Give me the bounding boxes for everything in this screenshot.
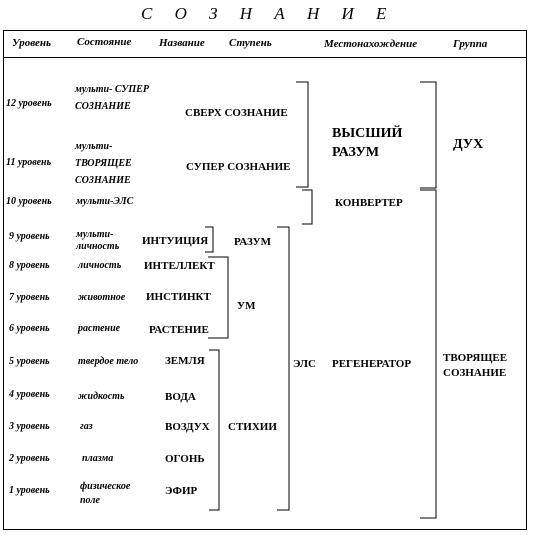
- level-label: 8 уровень: [9, 260, 50, 271]
- location-higher-mind: ВЫСШИЙ РАЗУМ: [332, 126, 403, 160]
- level-label: 9 уровень: [9, 231, 50, 242]
- location-converter: КОНВЕРТЕР: [335, 197, 403, 209]
- group-creating: ТВОРЯЩЕЕ СОЗНАНИЕ: [443, 352, 508, 379]
- bracket-spirit: [420, 82, 436, 188]
- state-label: мульти- ТВОРЯЩЕЕ СОЗНАНИЕ: [75, 141, 132, 186]
- header-location: Местонахождение: [324, 38, 418, 50]
- state-label: личность: [78, 260, 122, 271]
- diagram-title: С О З Н А Н И Е: [141, 4, 396, 23]
- stage-razum: РАЗУМ: [234, 236, 271, 248]
- name-label: СВЕРХ СОЗНАНИЕ: [185, 107, 288, 119]
- bracket-stihii: [209, 350, 219, 510]
- bracket-um: [208, 257, 228, 338]
- name-label: ЗЕМЛЯ: [165, 355, 205, 367]
- name-label: ЭФИР: [165, 485, 198, 497]
- state-label: мульти- личность: [76, 229, 120, 252]
- name-label: СУПЕР СОЗНАНИЕ: [186, 161, 291, 173]
- state-label: растение: [78, 323, 121, 334]
- level-label: 5 уровень: [9, 356, 50, 367]
- level-label: 7 уровень: [9, 292, 50, 303]
- name-label: ИНТЕЛЛЕКТ: [144, 260, 215, 272]
- level-label: 2 уровень: [9, 453, 50, 464]
- name-label: РАСТЕНИЕ: [149, 324, 209, 336]
- stage-els: ЭЛС: [293, 358, 316, 370]
- header-stage: Ступень: [229, 37, 272, 49]
- group-spirit: ДУХ: [453, 137, 484, 152]
- level-label: 12 уровень: [6, 98, 52, 109]
- level-label: 4 уровень: [9, 389, 50, 400]
- header-name: Название: [159, 37, 205, 49]
- header-level: Уровень: [12, 37, 52, 49]
- stage-um: УМ: [237, 300, 256, 312]
- name-label: ИНСТИНКТ: [146, 291, 211, 303]
- level-label: 10 уровень: [6, 196, 52, 207]
- bracket-higher-mind: [296, 82, 308, 187]
- header-group: Группа: [453, 38, 488, 50]
- state-label: плазма: [82, 453, 114, 464]
- name-label: ВОЗДУХ: [165, 421, 210, 433]
- bracket-razum: [205, 227, 213, 252]
- state-label: твердое тело: [78, 356, 139, 367]
- level-label: 11 уровень: [6, 157, 52, 168]
- state-label: жидкость: [78, 391, 125, 402]
- level-label: 6 уровень: [9, 323, 50, 334]
- state-label: мульти- СУПЕР СОЗНАНИЕ: [75, 84, 149, 112]
- stage-stihii: СТИХИИ: [228, 421, 277, 433]
- bracket-els: [277, 227, 289, 510]
- header-state: Состояние: [77, 36, 132, 48]
- bracket-creating: [420, 190, 436, 518]
- state-label: физическое поле: [80, 481, 131, 506]
- state-label: мульти-ЭЛС: [76, 196, 134, 207]
- state-label: животное: [78, 292, 126, 303]
- location-regenerator: РЕГЕНЕРАТОР: [332, 358, 412, 370]
- name-label: ВОДА: [165, 391, 196, 403]
- state-label: газ: [80, 421, 93, 432]
- level-label: 3 уровень: [9, 421, 50, 432]
- level-label: 1 уровень: [9, 485, 50, 496]
- bracket-converter: [302, 190, 312, 224]
- name-label: ИНТУИЦИЯ: [142, 235, 209, 247]
- name-label: ОГОНЬ: [165, 453, 205, 465]
